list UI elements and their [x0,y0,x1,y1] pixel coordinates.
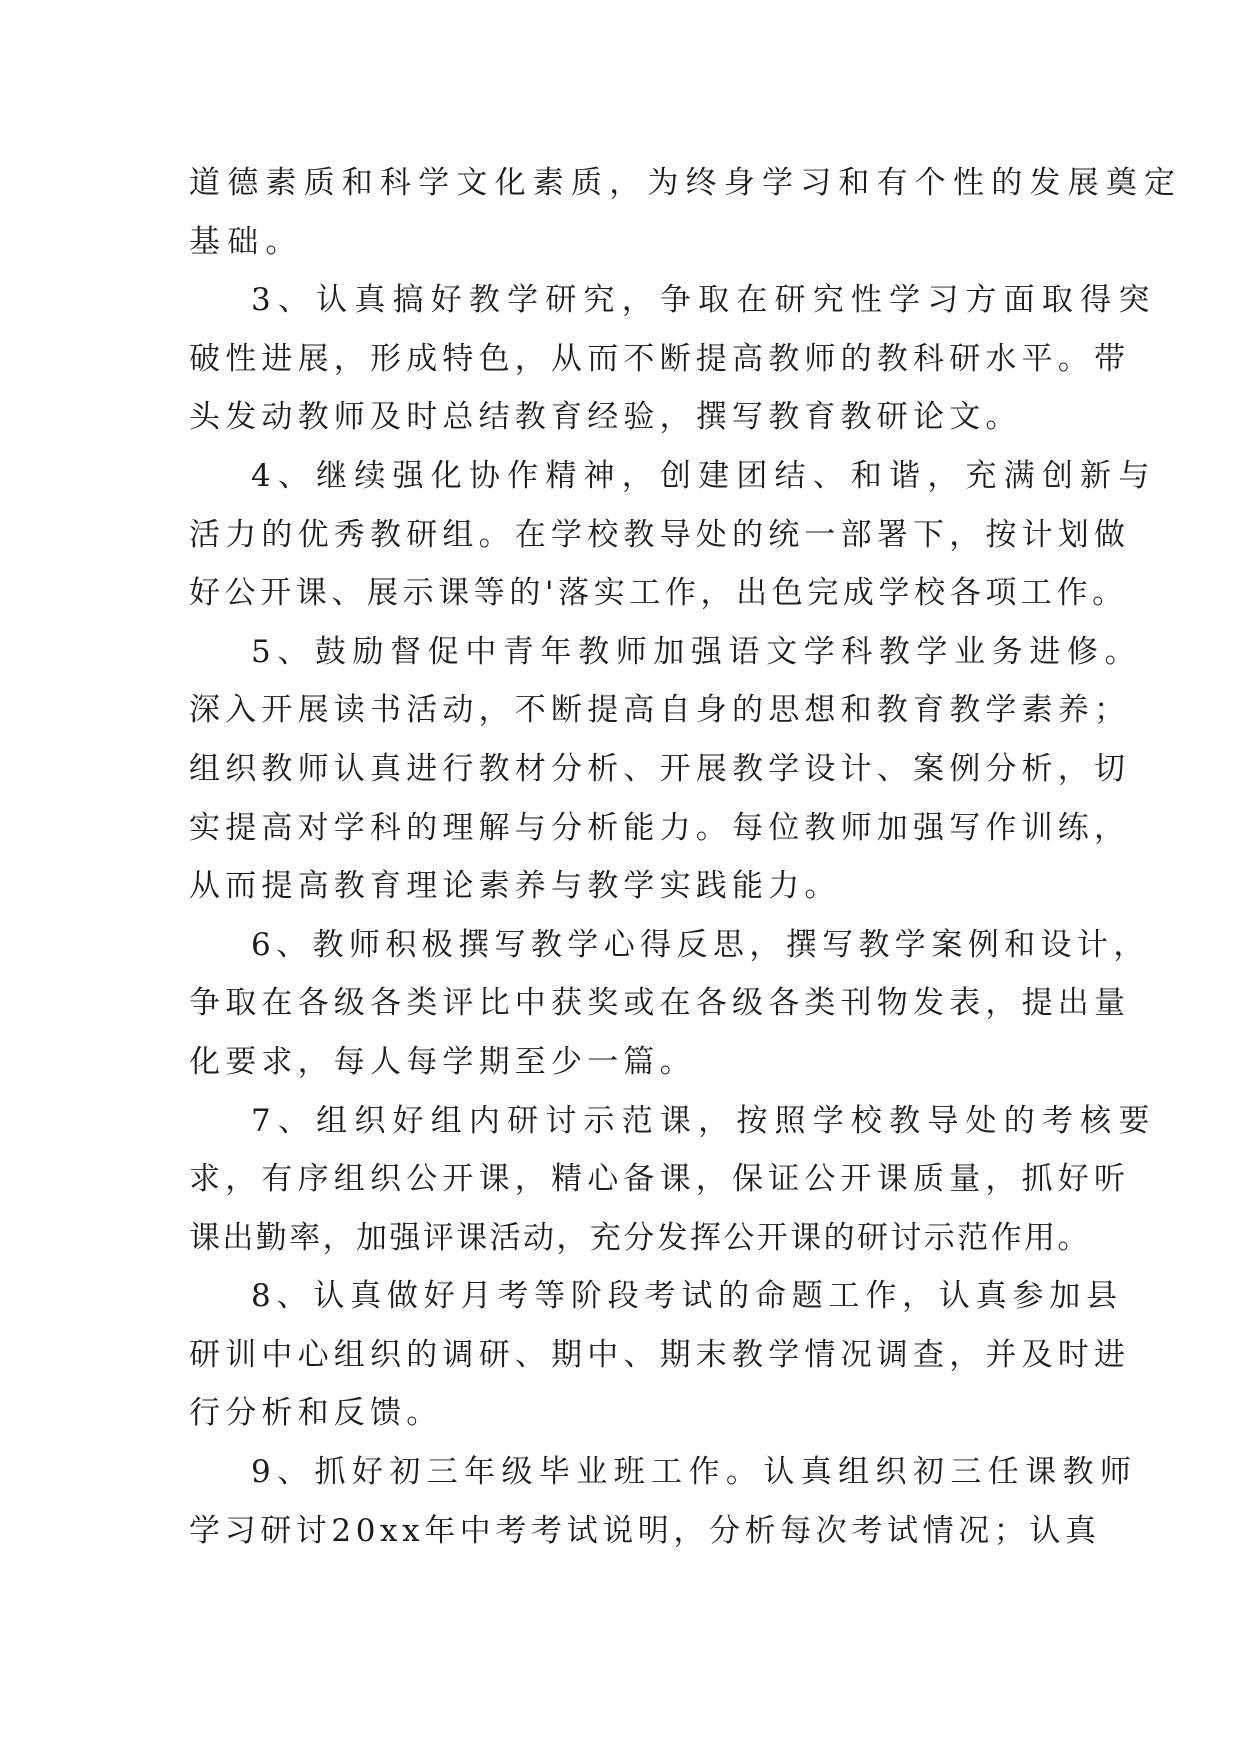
text-line: 9、抓好初三年级毕业班工作。认真组织初三任课教师 [251,1454,1138,1491]
text-line: 学习研讨20xx年中考考试说明，分析每次考试情况；认真 [189,1512,1101,1549]
text-line: 5、鼓励督促中青年教师加强语文学科教学业务进修。 [251,633,1143,670]
text-line: 求，有序组织公开课，精心备课，保证公开课质量，抓好听 [189,1161,1131,1198]
text-line: 深入开展读书活动，不断提高自身的思想和教育教学素养； [189,692,1131,729]
text-line: 行分析和反馈。 [189,1395,443,1432]
text-line: 3、认真搞好教学研究，争取在研究性学习方面取得突 [251,282,1157,319]
text-line: 7、组织好组内研讨示范课，按照学校教导处的考核要 [251,1102,1157,1139]
text-line: 实提高对学科的理解与分析能力。每位教师加强写作训练， [189,809,1131,846]
document-body [189,154,1183,1560]
text-line: 争取在各级各类评比中获奖或在各级各类刊物发表，提出量 [189,985,1131,1022]
text-line: 组织教师认真进行教材分析、开展教学设计、案例分析，切 [189,750,1131,787]
text-line: 6、教师积极撰写教学心得反思，撰写教学案例和设计， [251,926,1150,963]
text-line: 破性进展，形成特色，从而不断提高教师的教科研水平。带 [189,340,1131,377]
text-line: 4、继续强化协作精神，创建团结、和谐，充满创新与 [251,457,1157,494]
text-line: 研训中心组织的调研、期中、期末教学情况调查，并及时进 [189,1336,1131,1373]
text-line: 8、认真做好月考等阶段考试的命题工作，认真参加县 [251,1278,1123,1315]
text-line: 活力的优秀教研组。在学校教导处的统一部署下，按计划做 [189,516,1131,553]
text-line: 道德素质和科学文化素质，为终身学习和有个性的发展奠定 [189,165,1183,201]
text-line: 课出勤率，加强评课活动，充分发挥公开课的研讨示范作用。 [189,1219,1091,1256]
text-line: 好公开课、展示课等的'落实工作，出色完成学校各项工作。 [189,575,1128,612]
text-line: 头发动教师及时总结教育经验，撰写教育教研论文。 [189,399,1022,436]
text-line: 化要求，每人每学期至少一篇。 [189,1043,696,1080]
text-line: 从而提高教育理论素养与教学实践能力。 [189,868,841,905]
text-line: 基础。 [189,223,304,260]
